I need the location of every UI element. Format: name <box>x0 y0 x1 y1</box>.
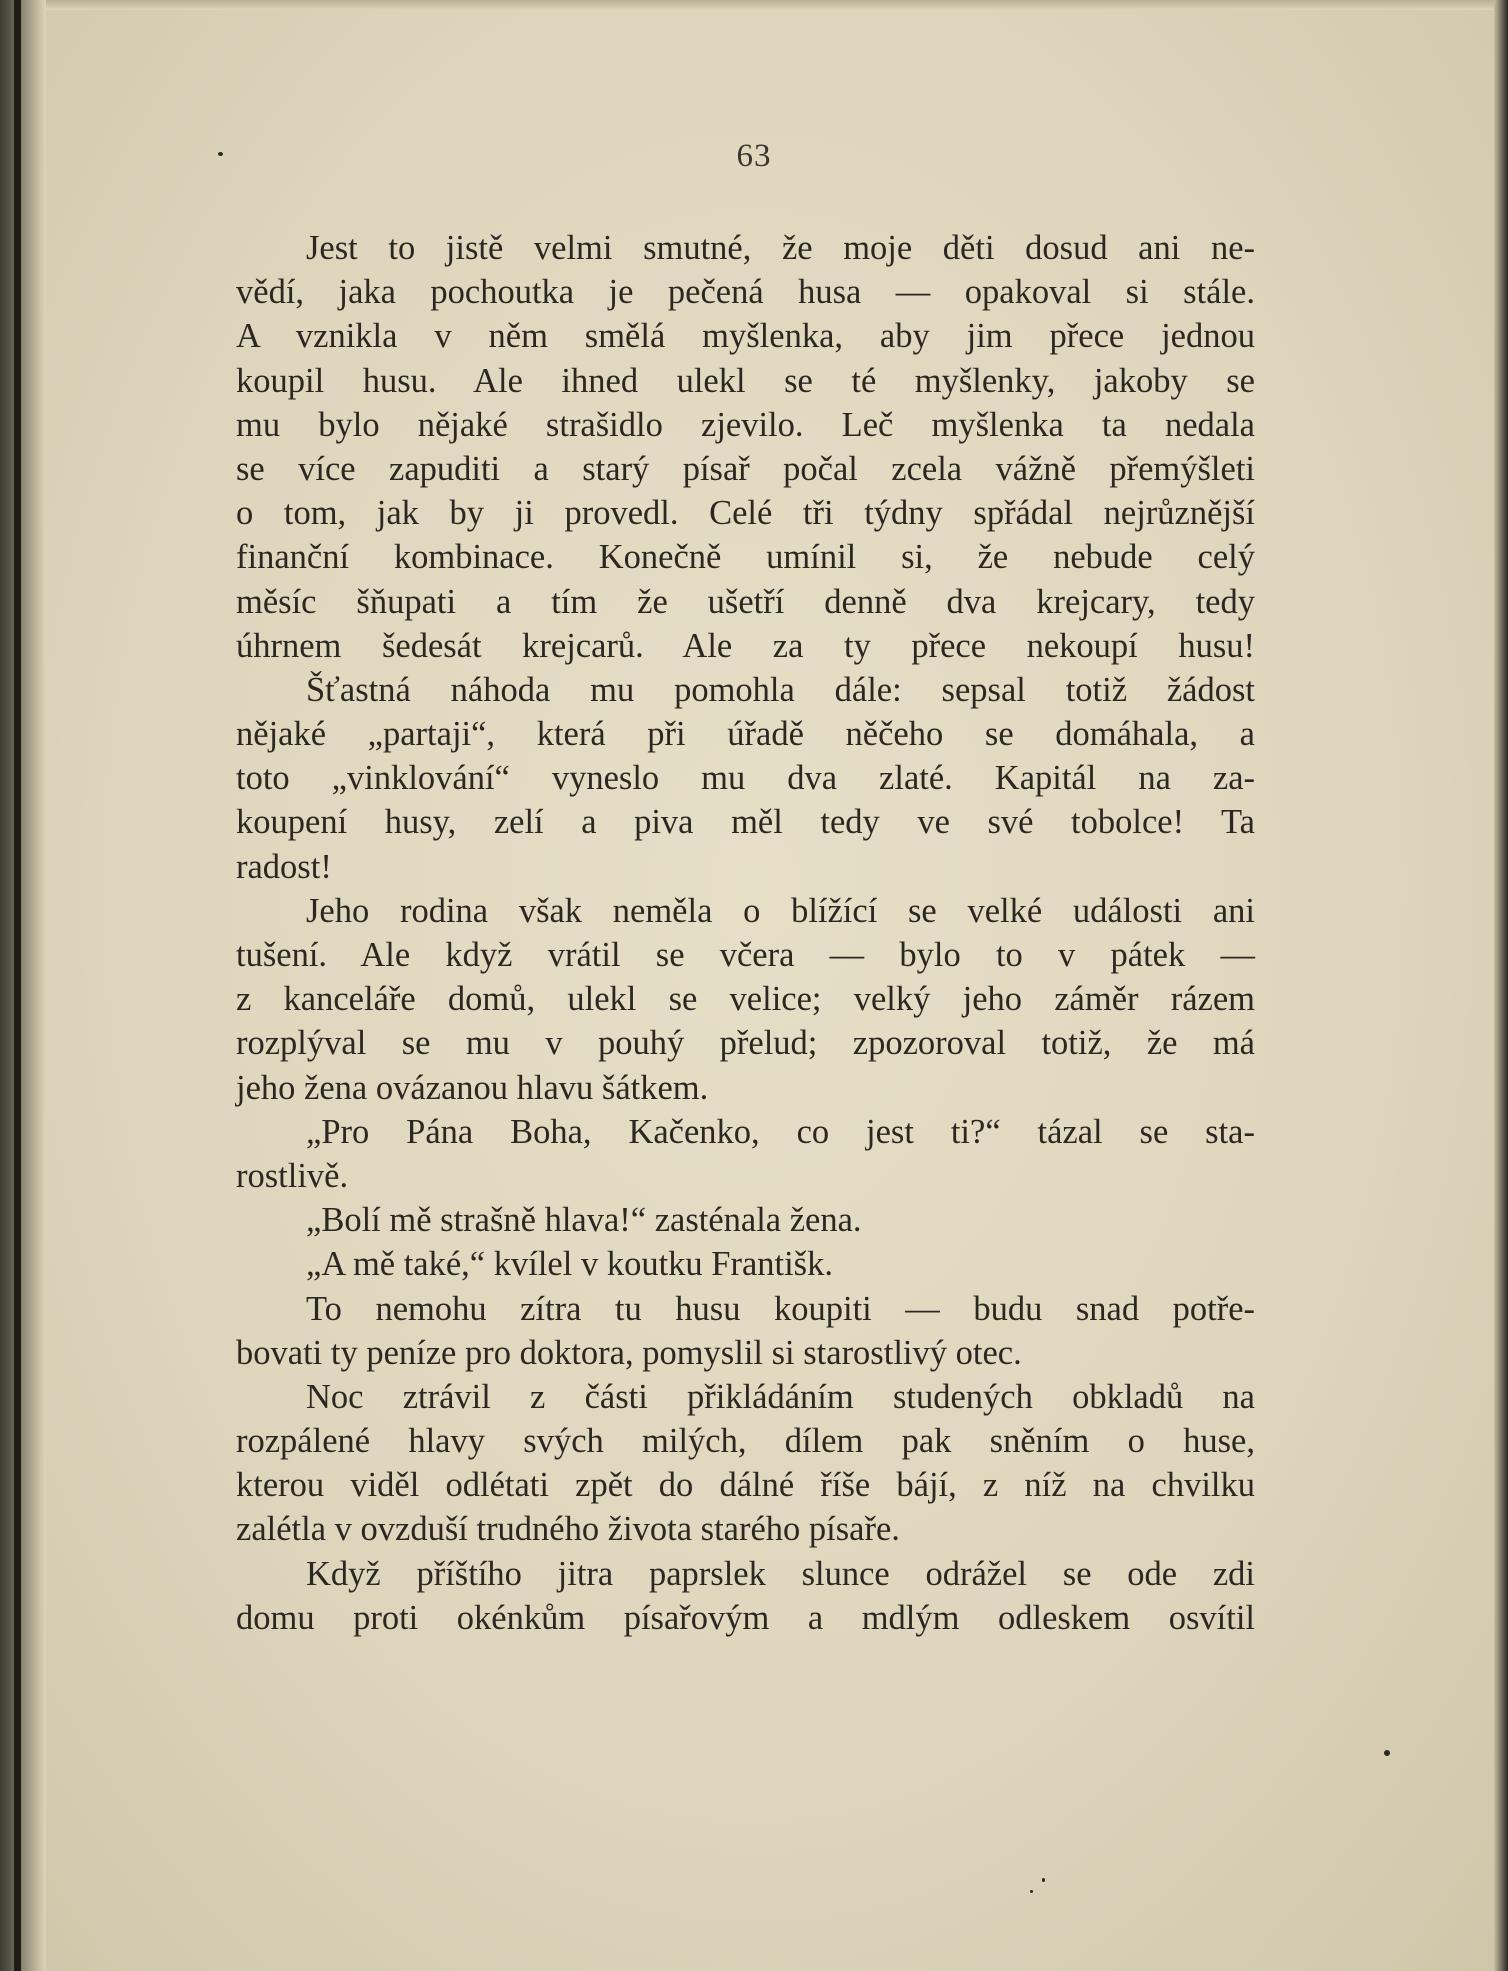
text-line: nějaké „partaji“, která při úřadě něčeho se domáhala, a <box>236 715 1255 754</box>
text-line: „Bolí mě strašně hlava!“ zasténala žena. <box>306 1201 862 1240</box>
text-line: radost! <box>236 847 332 886</box>
text-line: rozpálené hlavy svých milých, dílem pak sněním o huse, <box>236 1422 1255 1461</box>
page-top-edge <box>0 0 1508 10</box>
page-number: 63 <box>736 138 772 174</box>
text-line: mu bylo nějaké strašidlo zjevilo. Leč myšlenka ta nedala <box>236 405 1255 444</box>
body-text <box>236 226 1255 1640</box>
text-line: „A mě také,“ kvílel v koutku Františk. <box>306 1245 833 1284</box>
text-line: koupil husu. Ale ihned ulekl se té myšlenky, jakoby se <box>236 361 1255 400</box>
text-line: koupení husy, zelí a piva měl tedy ve své tobolce! Ta <box>236 803 1255 842</box>
text-line: se více zapuditi a starý písař počal zcela vážně přemýšleti <box>236 449 1255 488</box>
ink-speck <box>1030 1890 1033 1893</box>
text-line: měsíc šňupati a tím že ušetří denně dva krejcary, tedy <box>236 582 1255 621</box>
ink-speck <box>1042 1878 1045 1882</box>
text-line: Když příštího jitra paprslek slunce odrážel se ode zdi <box>306 1554 1255 1593</box>
text-line: Šťastná náhoda mu pomohla dále: sepsal totiž žádost <box>306 670 1255 709</box>
text-line: tušení. Ale když vrátil se včera — bylo to v pátek — <box>236 936 1255 974</box>
text-line: kterou viděl odlétati zpět do dálné říše bájí, z níž na chvilku <box>236 1466 1255 1505</box>
text-line: domu proti okénkům písařovým a mdlým odleskem osvítil <box>236 1598 1255 1637</box>
text-line: finanční kombinace. Konečně umínil si, že nebude celý <box>236 538 1255 577</box>
text-line: jeho žena ovázanou hlavu šátkem. <box>236 1068 709 1107</box>
page-right-edge <box>1494 0 1508 1971</box>
text-line: rostlivě. <box>236 1156 349 1195</box>
text-line: bovati ty peníze pro doktora, pomyslil si starostlivý otec. <box>236 1333 1022 1372</box>
text-line: „Pro Pána Boha, Kačenko, co jest ti?“ tázal se sta- <box>306 1112 1255 1151</box>
binding-edge <box>14 0 21 1971</box>
text-line: z kanceláře domů, ulekl se velice; velký jeho záměr rázem <box>236 980 1255 1019</box>
text-line: úhrnem šedesát krejcarů. Ale za ty přece nekoupí husu! <box>236 626 1255 665</box>
text-line: zalétla v ovzduší trudného života starého písaře. <box>236 1510 900 1549</box>
text-line: vědí, jaka pochoutka je pečená husa — opakoval si stále. <box>236 273 1255 312</box>
text-line: To nemohu zítra tu husu koupiti — budu snad potře- <box>306 1289 1255 1328</box>
text-line: rozplýval se mu v pouhý přelud; zpozoroval totiž, že má <box>236 1024 1255 1063</box>
text-line: Noc ztrávil z části přikládáním studených obkladů na <box>306 1377 1255 1416</box>
book-binding <box>0 0 46 1971</box>
ink-speck <box>1384 1750 1390 1756</box>
text-line: o tom, jak by ji provedl. Celé tři týdny spřádal nejrůznější <box>236 494 1255 533</box>
text-line: toto „vinklování“ vyneslo mu dva zlaté. Kapitál na za- <box>236 759 1255 798</box>
text-line: A vznikla v něm smělá myšlenka, aby jim přece jednou <box>236 317 1255 356</box>
text-line: Jeho rodina však neměla o blížící se velké události ani <box>306 891 1255 930</box>
text-line: Jest to jistě velmi smutné, že moje děti dosud ani ne- <box>306 229 1255 267</box>
